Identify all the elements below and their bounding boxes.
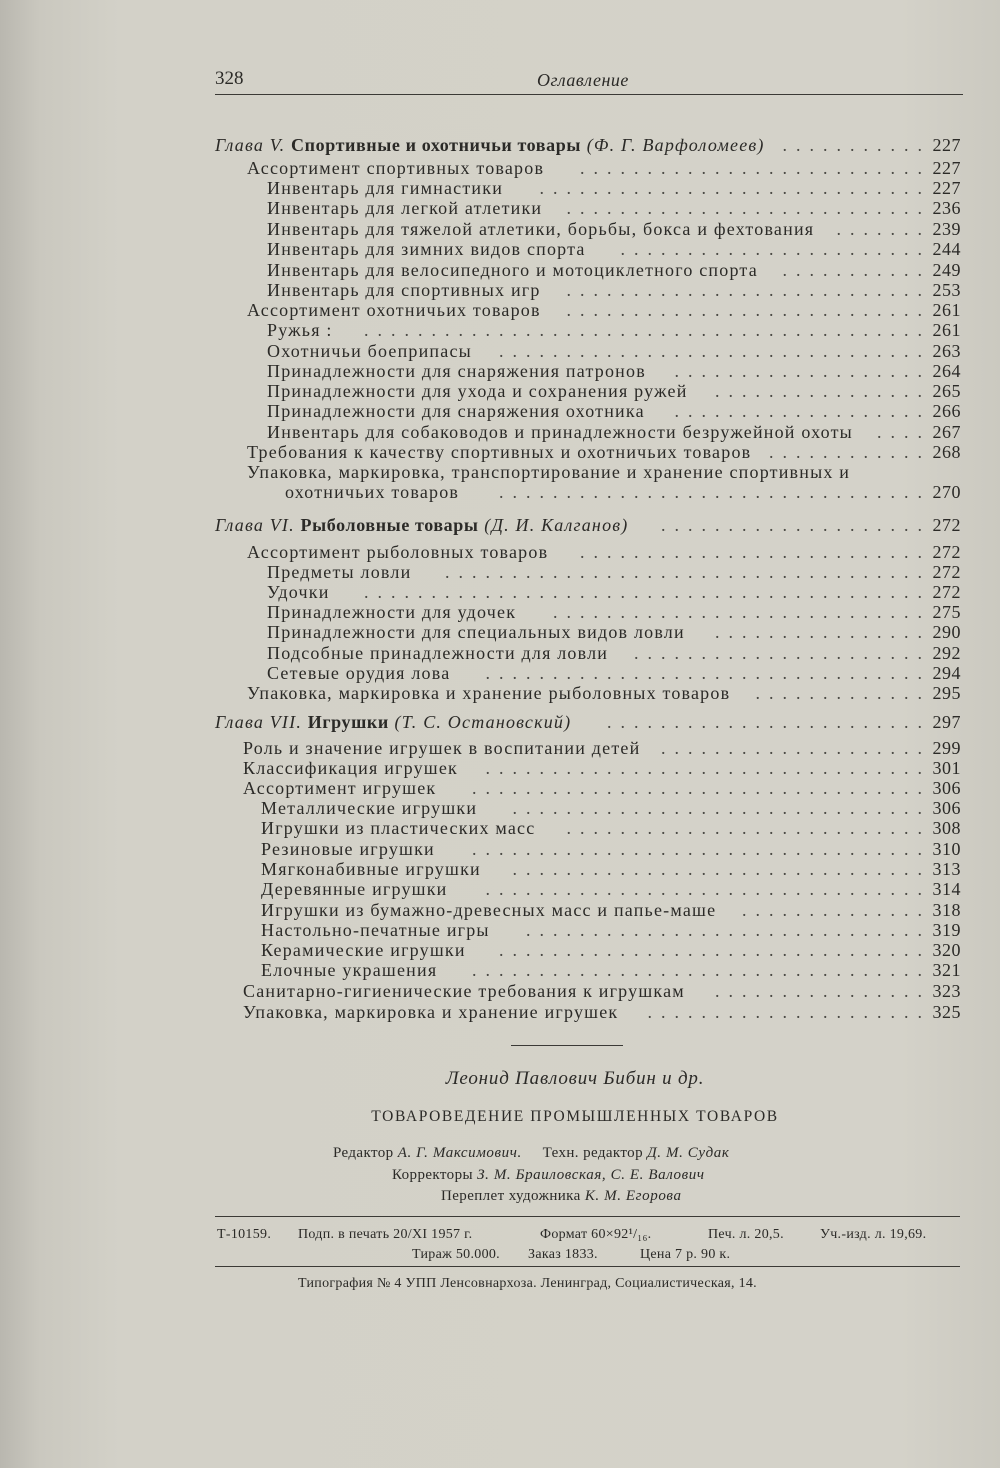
leader-dots: ........................... <box>566 818 931 838</box>
toc-entry-text: Требования к качеству спортивных и охотничьих товаров <box>247 442 752 462</box>
toc-entry-row <box>215 960 961 980</box>
toc-entry-row <box>215 622 961 642</box>
toc-page-number: 267 <box>932 422 961 442</box>
toc-entry-row <box>215 542 961 562</box>
toc-entry-row <box>215 900 961 920</box>
credits-editors-line <box>333 1145 730 1162</box>
toc-entry-text: Принадлежности для удочек <box>267 602 517 622</box>
toc-entry-text: Сетевые орудия лова <box>267 663 451 683</box>
toc-entry-text: Принадлежности для ухода и сохранения ружей <box>267 381 688 401</box>
toc-entry-row <box>215 562 961 582</box>
toc-chapter-heading <box>215 712 571 732</box>
toc-entry-text: Роль и значение игрушек в воспитании детей <box>243 738 641 758</box>
running-title: Оглавление <box>537 70 629 90</box>
toc-entry-text: Инвентарь для гимнастики <box>267 178 504 198</box>
leader-dots: ...................... <box>634 643 931 663</box>
toc-page-number: 290 <box>932 622 961 642</box>
imprint-code: Т-10159. <box>217 1227 272 1242</box>
toc-chapter-row <box>215 712 961 732</box>
imprint-top-rule <box>215 1216 960 1217</box>
toc-entry-row <box>215 462 961 482</box>
toc-entry-row <box>215 401 961 421</box>
chapter-label: Глава VI. <box>215 515 295 535</box>
toc-page-number: 313 <box>932 859 961 879</box>
toc-entry-text: Металлические игрушки <box>261 798 478 818</box>
chapter-title: Спортивные и охотничьи товары <box>291 135 581 155</box>
toc-page-number: 268 <box>932 442 961 462</box>
leader-dots: .................... <box>661 738 931 758</box>
imprint-price: Цена 7 р. 90 к. <box>640 1247 731 1262</box>
correctors-names: З. М. Браиловская, С. Е. Валович <box>477 1167 705 1183</box>
separator-rule <box>511 1045 623 1046</box>
toc-page-number: 263 <box>932 341 961 361</box>
leader-dots: .......................... <box>580 542 931 562</box>
toc-entry-text: Принадлежности для снаряжения охотника <box>267 401 645 421</box>
toc-entry-row <box>215 1002 961 1022</box>
toc-entry-row <box>215 260 961 280</box>
imprint-run: Тираж 50.000. <box>412 1247 500 1262</box>
leader-dots: ................................. <box>485 758 931 778</box>
toc-page-number: 294 <box>932 663 961 683</box>
toc-page-number: 239 <box>932 219 961 239</box>
toc-page-number: 310 <box>932 839 961 859</box>
toc-page-number: 323 <box>932 981 961 1001</box>
leader-dots: ............................. <box>539 178 931 198</box>
toc-entry-row <box>215 879 961 899</box>
toc-page-number: 295 <box>932 683 961 703</box>
toc-entry-text: Санитарно-гигиенические требования к игрушкам <box>243 981 685 1001</box>
chapter-author: (Д. И. Калганов) <box>484 515 629 535</box>
toc-page-number: 272 <box>932 542 961 562</box>
leader-dots: .............. <box>742 900 931 920</box>
toc-entry-text: Инвентарь для легкой атлетики <box>267 198 543 218</box>
toc-page-number: 292 <box>932 643 961 663</box>
toc-entry-text: Принадлежности для снаряжения патронов <box>267 361 646 381</box>
leader-dots: ................ <box>715 981 931 1001</box>
toc-entry-text: Удочки <box>267 582 330 602</box>
toc-page-number: 306 <box>932 778 961 798</box>
imprint-edit-sheets: Уч.-изд. л. 19,69. <box>820 1227 927 1242</box>
toc-entry-row <box>215 341 961 361</box>
toc-entry-text: Инвентарь для спортивных игр <box>267 280 541 300</box>
toc-entry-row <box>215 738 961 758</box>
toc-entry-text: Деревянные игрушки <box>261 879 448 899</box>
imprint-bottom-rule <box>215 1266 960 1267</box>
toc-entry-text: Инвентарь для собаководов и принадлежности безружейной охоты <box>267 422 853 442</box>
toc-entry-text: Резиновые игрушки <box>261 839 435 859</box>
leader-dots: ..................... <box>647 1002 931 1022</box>
toc-entry-row <box>215 798 961 818</box>
toc-entry-text: Ассортимент охотничьих товаров <box>247 300 541 320</box>
toc-entry-text: Классификация игрушек <box>243 758 458 778</box>
chapter-label: Глава V. <box>215 135 286 155</box>
toc-page-number: 249 <box>932 260 961 280</box>
leader-dots: ....................... <box>620 239 931 259</box>
leader-dots: ....... <box>836 219 931 239</box>
toc-entry-text: Принадлежности для специальных видов ловли <box>267 622 685 642</box>
leader-dots: .......................................... <box>364 582 931 602</box>
leader-dots: .......................... <box>580 158 931 178</box>
leader-dots: ................ <box>715 381 931 401</box>
toc-chapter-heading <box>215 515 628 535</box>
leader-dots: ................................ <box>499 341 931 361</box>
toc-entry-row <box>215 920 961 940</box>
toc-page-number: 264 <box>932 361 961 381</box>
toc-entry-text: Подсобные принадлежности для ловли <box>267 643 609 663</box>
binding-name: К. М. Егорова <box>584 1188 682 1204</box>
toc-entry-row <box>215 239 961 259</box>
leader-dots: .................................. <box>472 960 931 980</box>
toc-entry-row <box>215 981 961 1001</box>
toc-entry-row <box>215 442 961 462</box>
toc-entry-row <box>215 361 961 381</box>
toc-entry-text: Игрушки из бумажно-древесных масс и папье-маше <box>261 900 717 920</box>
toc-page-number: 227 <box>932 135 961 155</box>
toc-entry-row <box>215 758 961 778</box>
toc-entry-text: Инвентарь для зимних видов спорта <box>267 239 586 259</box>
imprint-signed: Подп. в печать 20/XI 1957 г. <box>298 1227 473 1242</box>
toc-entry-row <box>215 839 961 859</box>
leader-dots: ........... <box>782 260 931 280</box>
leader-dots: .................................. <box>472 778 931 798</box>
toc-entry-row-continued <box>215 482 961 502</box>
toc-entry-text: Мягконабивные игрушки <box>261 859 481 879</box>
toc-entry-text: Упаковка, маркировка и хранение игрушек <box>243 1002 619 1022</box>
toc-entry-row <box>215 280 961 300</box>
tech-editor-name: Д. М. Судак <box>647 1145 730 1161</box>
editor-label: Редактор <box>333 1145 394 1161</box>
leader-dots: ................... <box>674 361 931 381</box>
leader-dots: ................................. <box>485 663 931 683</box>
toc-entry-text: Ассортимент спортивных товаров <box>247 158 545 178</box>
toc-entry-text: Настольно-печатные игры <box>261 920 490 940</box>
correctors-label: Корректоры <box>392 1167 473 1183</box>
toc-entry-row <box>215 158 961 178</box>
leader-dots: ................... <box>674 401 931 421</box>
leader-dots: ................................ <box>499 482 931 502</box>
toc-page-number: 306 <box>932 798 961 818</box>
leader-dots: .................................... <box>445 562 931 582</box>
chapter-label: Глава VII. <box>215 712 303 732</box>
toc-entry-row <box>215 663 961 683</box>
toc-page-number: 265 <box>932 381 961 401</box>
toc-entry-row <box>215 219 961 239</box>
toc-page-number: 321 <box>932 960 961 980</box>
toc-entry-text: Керамические игрушки <box>261 940 466 960</box>
toc-page-number: 319 <box>932 920 961 940</box>
chapter-title: Игрушки <box>307 712 389 732</box>
colophon-book-title: ТОВАРОВЕДЕНИЕ ПРОМЫШЛЕННЫХ ТОВАРОВ <box>371 1108 779 1125</box>
toc-entry-row <box>215 582 961 602</box>
toc-chapter-heading <box>215 135 765 155</box>
leader-dots: ........................... <box>566 198 931 218</box>
leader-dots: .... <box>877 422 931 442</box>
toc-entry-row <box>215 859 961 879</box>
toc-page-number: 236 <box>932 198 961 218</box>
toc-page-number: 272 <box>932 515 961 535</box>
toc-page-number: 227 <box>932 178 961 198</box>
leader-dots: ........................... <box>566 300 931 320</box>
toc-entry-row <box>215 178 961 198</box>
leader-dots: ........................... <box>566 280 931 300</box>
toc-entry-text: Инвентарь для велосипедного и мотоциклетного спорта <box>267 260 758 280</box>
toc-page-number: 320 <box>932 940 961 960</box>
imprint-format: Формат 60×92¹/₁₆. <box>540 1227 652 1242</box>
imprint-order: Заказ 1833. <box>528 1247 598 1262</box>
toc-entry-row <box>215 683 961 703</box>
toc-page-number: 227 <box>932 158 961 178</box>
toc-entry-text: Елочные украшения <box>261 960 438 980</box>
toc-entry-text: Охотничьи боеприпасы <box>267 341 472 361</box>
leader-dots: ................ <box>715 622 931 642</box>
chapter-title: Рыболовные товары <box>300 515 479 535</box>
imprint-printer: Типография № 4 УПП Ленсовнархоза. Ленинград, Социалистическая, 14. <box>298 1276 757 1291</box>
imprint-print-sheets: Печ. л. 20,5. <box>708 1227 784 1242</box>
chapter-author: (Ф. Г. Варфоломеев) <box>586 135 765 155</box>
toc-entry-row <box>215 940 961 960</box>
toc-chapter-row <box>215 135 961 155</box>
page-number: 328 <box>215 68 244 89</box>
chapter-author: (Т. С. Остановский) <box>394 712 572 732</box>
toc-page-number: 244 <box>932 239 961 259</box>
leader-dots: .................... <box>661 515 931 535</box>
tech-editor-label: Техн. редактор <box>542 1145 643 1161</box>
leader-dots: .............................. <box>526 920 931 940</box>
toc-page-number: 261 <box>932 320 961 340</box>
toc-entry-row <box>215 818 961 838</box>
toc-entry-row <box>215 300 961 320</box>
toc-page-number: 299 <box>932 738 961 758</box>
leader-dots: .................................. <box>472 839 931 859</box>
credits-correctors-line <box>392 1167 705 1184</box>
editor-name: А. Г. Максимович. <box>397 1145 522 1161</box>
toc-chapter-row <box>215 515 961 535</box>
toc-page-number: 270 <box>932 482 961 502</box>
toc-entry-row <box>215 320 961 340</box>
leader-dots: .......................................... <box>364 320 931 340</box>
toc-entry-text: Упаковка, маркировка, транспортирование и хранение спортивных и <box>247 462 851 482</box>
toc-page-number: 266 <box>932 401 961 421</box>
toc-entry-text: Предметы ловли <box>267 562 412 582</box>
leader-dots: ........................ <box>607 712 931 732</box>
toc-page-number: 314 <box>932 879 961 899</box>
toc-entry-text: Инвентарь для тяжелой атлетики, борьбы, бокса и фехтования <box>267 219 815 239</box>
toc-page-number: 308 <box>932 818 961 838</box>
toc-entry-row <box>215 778 961 798</box>
toc-page-number: 253 <box>932 280 961 300</box>
leader-dots: ............................... <box>512 859 931 879</box>
leader-dots: ............................ <box>553 602 931 622</box>
leader-dots: ............................... <box>512 798 931 818</box>
toc-page-number: 275 <box>932 602 961 622</box>
toc-entry-text: Ружья : <box>267 320 333 340</box>
toc-entry-text: Игрушки из пластических масс <box>261 818 536 838</box>
toc-entry-row <box>215 381 961 401</box>
leader-dots: ............. <box>755 683 931 703</box>
toc-page-number: 261 <box>932 300 961 320</box>
toc-page-number: 272 <box>932 562 961 582</box>
credits-binding-line <box>441 1188 682 1205</box>
toc-entry-row <box>215 198 961 218</box>
toc-page-number: 318 <box>932 900 961 920</box>
toc-page-number: 301 <box>932 758 961 778</box>
toc-entry-row <box>215 422 961 442</box>
colophon-authors: Леонид Павлович Бибин и др. <box>445 1068 705 1089</box>
toc-entry-text: Упаковка, маркировка и хранение рыболовных товаров <box>247 683 731 703</box>
toc-page-number: 325 <box>932 1002 961 1022</box>
leader-dots: ........... <box>782 135 931 155</box>
leader-dots: ............ <box>769 442 931 462</box>
toc-page-number: 297 <box>932 712 961 732</box>
page-header <box>215 64 963 95</box>
toc-entry-text: Ассортимент игрушек <box>243 778 437 798</box>
toc-entry-text: Ассортимент рыболовных товаров <box>247 542 549 562</box>
toc-entry-text-continued: охотничьих товаров <box>285 482 460 502</box>
binding-label: Переплет художника <box>441 1188 581 1204</box>
toc-entry-row <box>215 643 961 663</box>
toc-entry-row <box>215 602 961 622</box>
toc-page-number: 272 <box>932 582 961 602</box>
leader-dots: ................................ <box>499 940 931 960</box>
leader-dots: ................................. <box>485 879 931 899</box>
